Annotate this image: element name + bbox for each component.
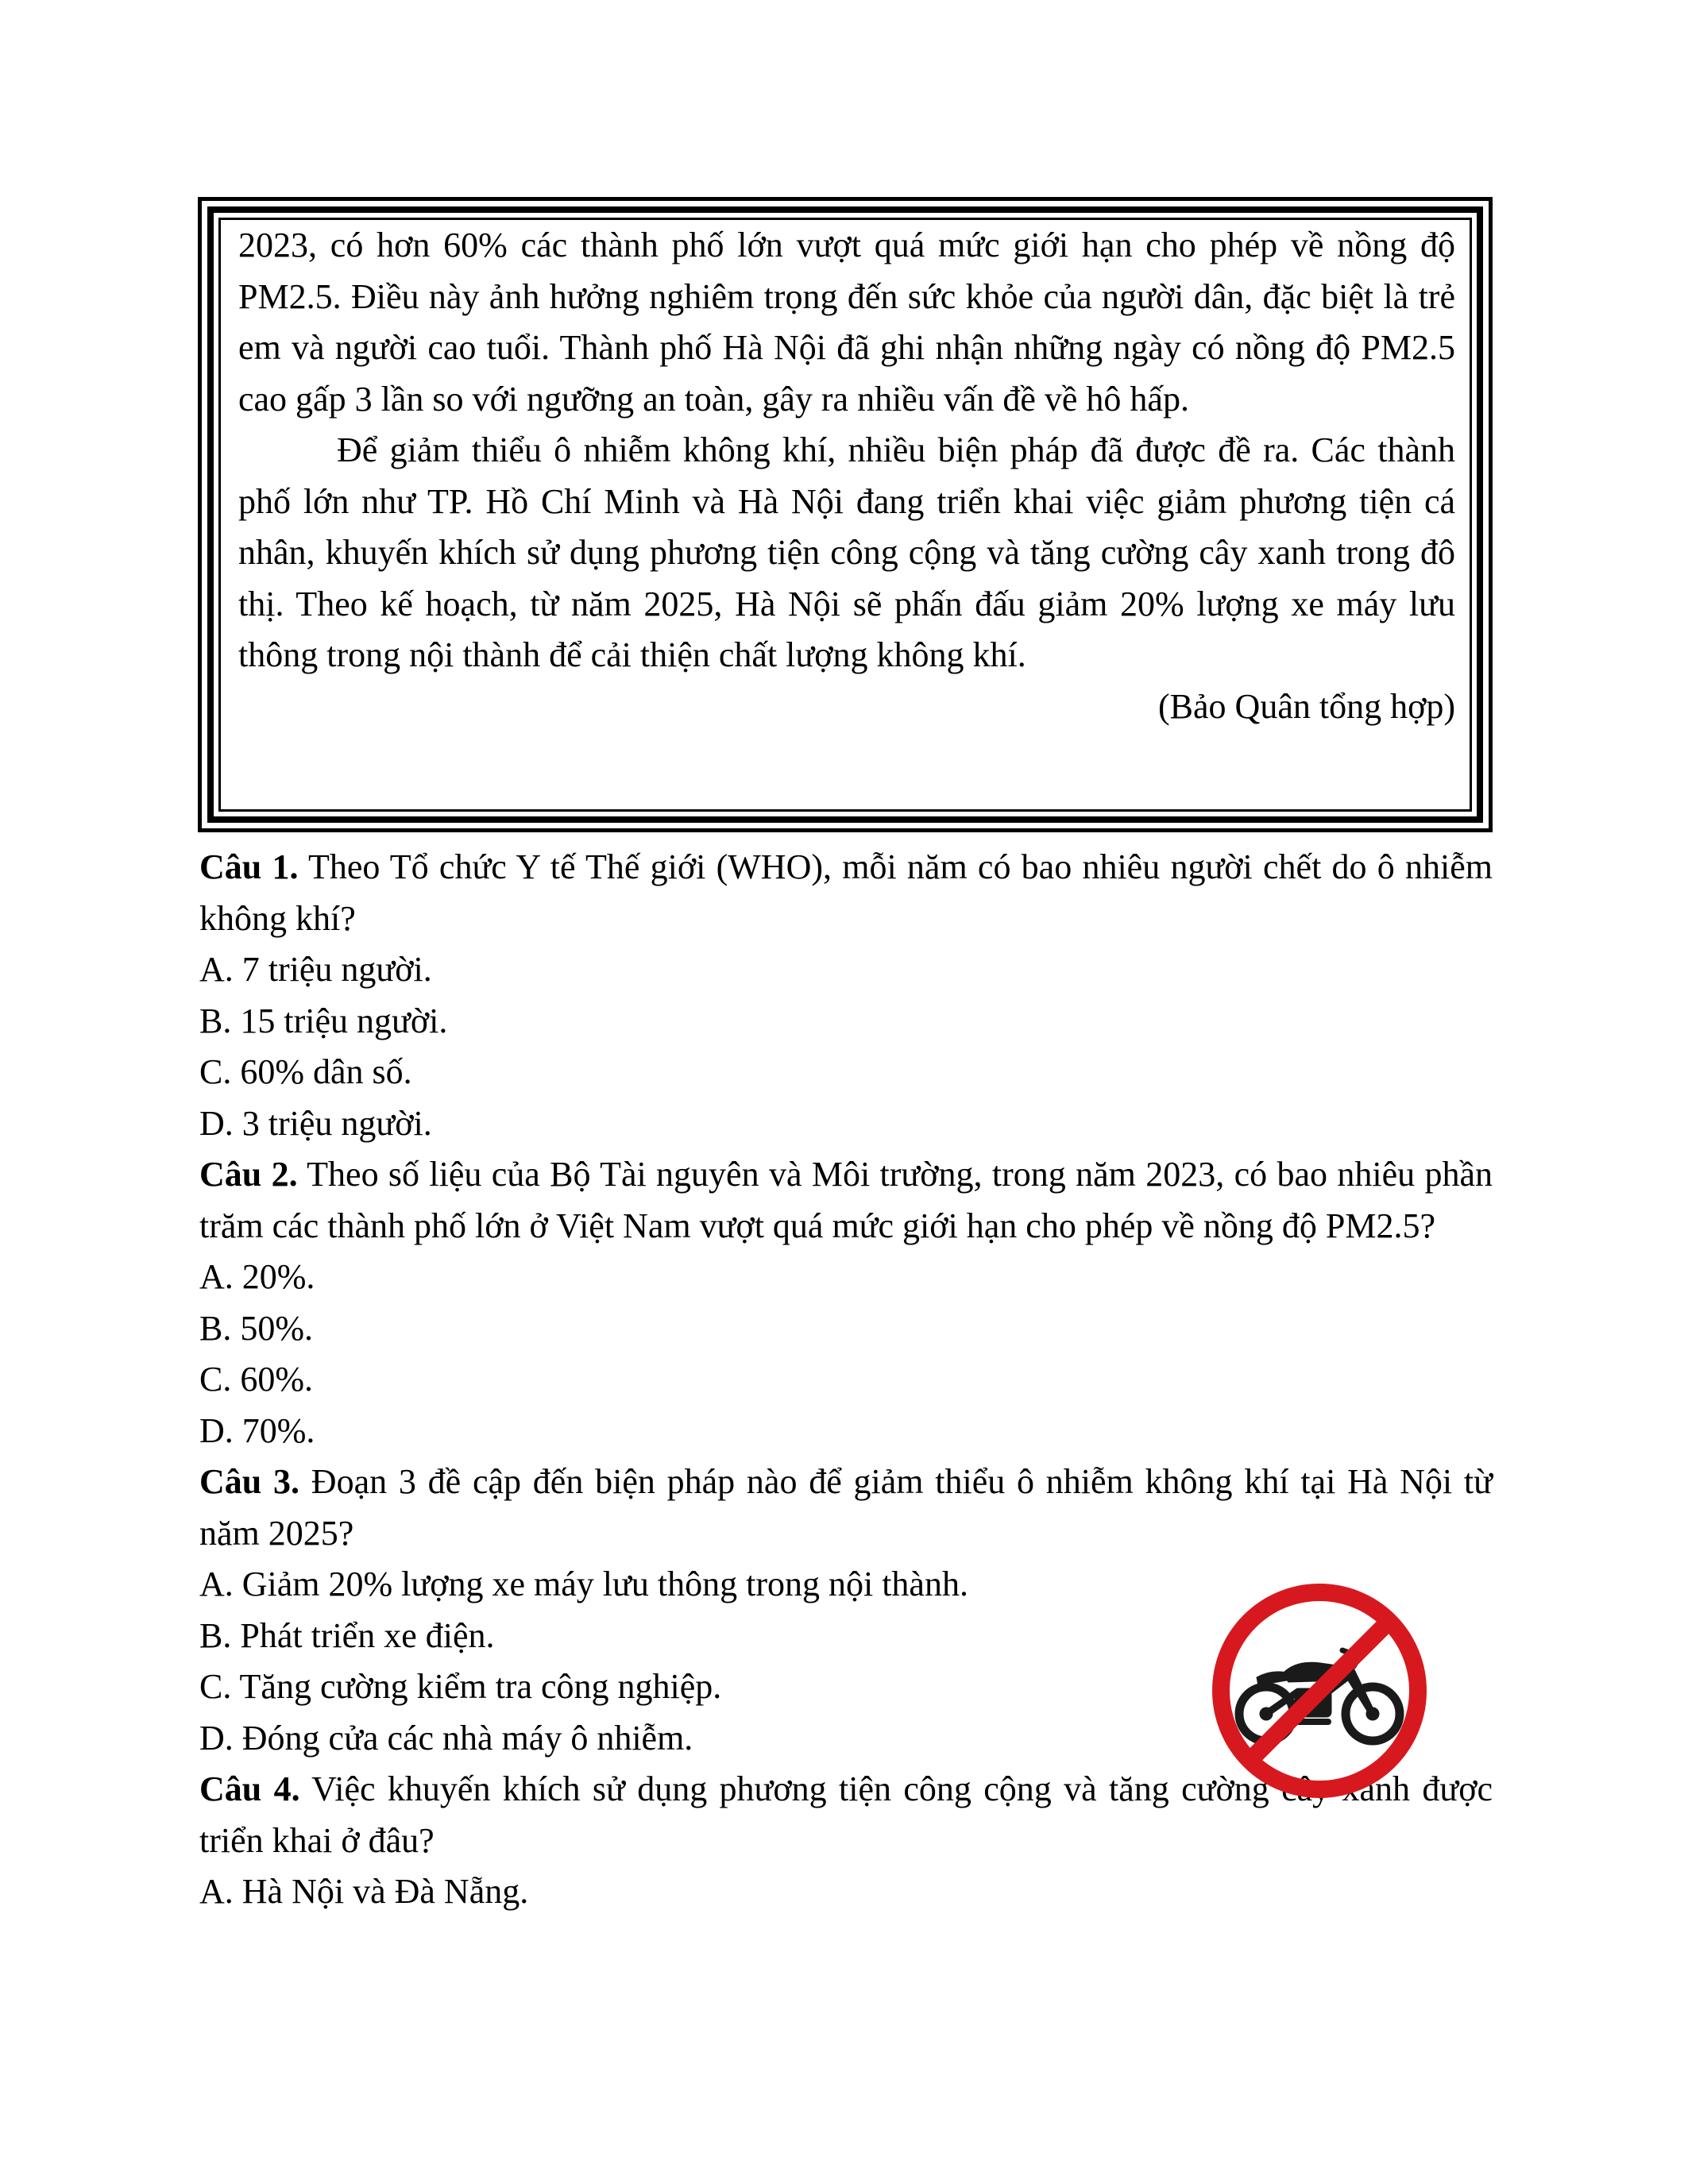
option-a: A. 7 triệu người. [199, 950, 432, 989]
question-text: Theo số liệu của Bộ Tài nguyên và Môi trường, trong năm 2023, có bao nhiêu phần trăm các thành phố lớn ở Việt Nam vượt quá mức giới hạn cho phép về nồng độ PM2.5? [199, 1155, 1493, 1245]
option-b: B. Phát triển xe điện. [199, 1615, 495, 1655]
passage-box [198, 197, 1493, 832]
option-d: D. 70%. [199, 1410, 315, 1450]
passage-frame-inner [218, 218, 1472, 812]
question-label: Câu 2. [199, 1155, 298, 1194]
passage-paragraph-2: Để giảm thiểu ô nhiễm không khí, nhiều biện pháp đã được đề ra. Các thành phố lớn như TP. Hồ Chí Minh và Hà Nội đang triển khai việc giảm phương tiện cá nhân, khuyến khích sử dụng phương tiện công cộng và tăng cường cây xanh trong đô thị. Theo kế hoạch, từ năm 2025, Hà Nội sẽ phấn đấu giảm 20% lượng xe máy lưu thông trong nội thành để cải thiện chất lượng không khí. [238, 430, 1455, 674]
question-1 [199, 842, 1493, 1149]
no-motorbike-icon [1209, 1580, 1430, 1801]
question-2 [199, 1149, 1493, 1457]
passage-frame-middle [207, 206, 1483, 823]
question-stem [199, 842, 1493, 944]
option-b: B. 15 triệu người. [199, 1001, 448, 1040]
option-d: D. Đóng cửa các nhà máy ô nhiễm. [199, 1718, 693, 1758]
question-stem [199, 1457, 1493, 1559]
option-d: D. 3 triệu người. [199, 1103, 432, 1143]
question-label: Câu 1. [199, 847, 299, 886]
option-a: A. Giảm 20% lượng xe máy lưu thông trong nội thành. [199, 1565, 968, 1603]
question-label: Câu 3. [199, 1462, 300, 1501]
option-b: B. 50%. [199, 1308, 313, 1348]
passage-source: (Bảo Quân tổng hợp) [1158, 686, 1455, 726]
option-c: C. Tăng cường kiểm tra công nghiệp. [199, 1667, 722, 1706]
passage-text [238, 220, 1455, 681]
question-text: Đoạn 3 đề cập đến biện pháp nào để giảm thiểu ô nhiễm không khí tại Hà Nội từ năm 2025? [199, 1462, 1493, 1553]
no-motorbike-sign-graphic [1209, 1580, 1430, 1801]
question-stem [199, 1149, 1493, 1252]
option-c: C. 60% dân số. [199, 1052, 412, 1091]
option-a: A. Hà Nội và Đà Nẵng. [199, 1872, 529, 1911]
option-c: C. 60%. [199, 1360, 313, 1399]
question-text: Theo Tổ chức Y tế Thế giới (WHO), mỗi năm có bao nhiêu người chết do ô nhiễm không khí? [199, 847, 1493, 938]
question-label: Câu 4. [199, 1769, 300, 1808]
question-text: Việc khuyến khích sử dụng phương tiện công cộng và tăng cường cây xanh được triển khai ở đâu? [199, 1769, 1493, 1860]
option-a: A. 20%. [199, 1257, 315, 1296]
passage-paragraph-1: 2023, có hơn 60% các thành phố lớn vượt quá mức giới hạn cho phép về nồng độ PM2.5. Điều này ảnh hưởng nghiêm trọng đến sức khỏe của người dân, đặc biệt là trẻ em và người cao tuổi. Thành phố Hà Nội đã ghi nhận những ngày có nồng độ PM2.5 cao gấp 3 lần so với ngưỡng an toàn, gây ra nhiều vấn đề về hô hấp. [238, 226, 1455, 419]
